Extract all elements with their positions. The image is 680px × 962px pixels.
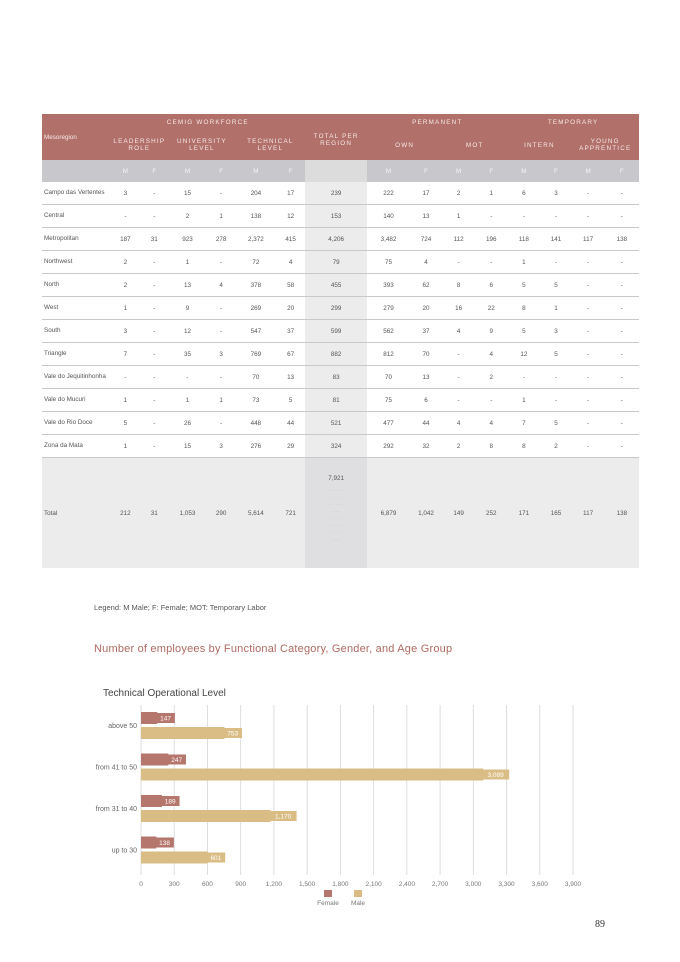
mesoregion-header: Mesoregion	[42, 114, 110, 160]
x-tick-label: 1,500	[299, 881, 316, 888]
workforce-cell: 5	[276, 389, 305, 412]
data-label: 1,170	[274, 813, 292, 821]
permanent-temporary-cell: 196	[475, 228, 507, 251]
permanent-temporary-cell: 44	[410, 412, 442, 435]
table-row	[42, 320, 639, 343]
permanent-temporary-cell: 8	[507, 297, 540, 320]
permanent-temporary-cell: -	[605, 274, 639, 297]
permanent-temporary-cell: 1	[475, 182, 507, 205]
male-bar	[141, 727, 224, 739]
workforce-cell: 276	[236, 435, 277, 458]
workforce-cell: 9	[168, 297, 207, 320]
permanent-temporary-cell: 1	[442, 205, 475, 228]
young-apprentice-header: YOUNG APPRENTICE	[571, 130, 639, 160]
permanent-temporary-cell: -	[605, 251, 639, 274]
region-total-cell	[305, 458, 367, 569]
workforce-cell: 15	[168, 182, 207, 205]
table-row	[42, 251, 639, 274]
region-name: South	[42, 320, 110, 343]
permanent-temporary-cell: -	[571, 274, 604, 297]
workforce-cell: 29	[276, 435, 305, 458]
region-name: Vale do Mucuri	[42, 389, 110, 412]
permanent-temporary-cell: 5	[540, 343, 571, 366]
permanent-temporary-cell: 141	[540, 228, 571, 251]
workforce-cell: 35	[168, 343, 207, 366]
workforce-cell: 290	[207, 458, 236, 569]
permanent-temporary-cell: 75	[367, 251, 410, 274]
permanent-temporary-cell: 4	[442, 412, 475, 435]
x-tick-label: 3,300	[498, 881, 515, 888]
permanent-temporary-cell: 16	[442, 297, 475, 320]
permanent-temporary-cell: 171	[507, 458, 540, 569]
permanent-temporary-cell: -	[571, 389, 604, 412]
data-label: 3,089	[487, 772, 504, 780]
workforce-cell: 769	[236, 343, 277, 366]
workforce-cell: 26	[168, 412, 207, 435]
permanent-temporary-cell: 222	[367, 182, 410, 205]
page-number: 89	[595, 919, 605, 930]
workforce-cell: 3	[110, 320, 140, 343]
permanent-temporary-cell: -	[605, 343, 639, 366]
female-bar	[141, 754, 168, 766]
table-row	[42, 274, 639, 297]
region-name: West	[42, 297, 110, 320]
region-name: Northwest	[42, 251, 110, 274]
permanent-temporary-cell: 3,482	[367, 228, 410, 251]
workforce-cell: 73	[236, 389, 277, 412]
gender-subheader: M	[110, 160, 140, 182]
workforce-cell: -	[207, 297, 236, 320]
workforce-cell: -	[207, 320, 236, 343]
permanent-temporary-cell: -	[442, 343, 475, 366]
permanent-temporary-cell: -	[475, 389, 507, 412]
workforce-cell: -	[140, 343, 168, 366]
permanent-temporary-cell: 70	[410, 343, 442, 366]
region-total-cell: 81	[305, 389, 367, 412]
permanent-temporary-cell: 70	[367, 366, 410, 389]
region-name: Metropolitan	[42, 228, 110, 251]
permanent-temporary-cell: 3	[540, 320, 571, 343]
permanent-temporary-cell: -	[571, 205, 604, 228]
permanent-temporary-cell: 138	[605, 458, 639, 569]
permanent-temporary-cell: 117	[571, 228, 604, 251]
grand-total-value: 7,921	[328, 475, 345, 482]
permanent-temporary-cell: 37	[410, 320, 442, 343]
permanent-temporary-cell: -	[475, 251, 507, 274]
workforce-cell: -	[140, 412, 168, 435]
data-label: 753	[227, 730, 239, 738]
workforce-cell: 13	[168, 274, 207, 297]
permanent-temporary-cell: 2	[442, 435, 475, 458]
x-tick-label: 2,400	[398, 881, 415, 888]
workforce-cell: 12	[276, 205, 305, 228]
permanent-temporary-cell: -	[442, 251, 475, 274]
female-bar	[141, 837, 156, 849]
permanent-temporary-cell: 4	[475, 343, 507, 366]
workforce-cell: -	[168, 366, 207, 389]
workforce-cell: 547	[236, 320, 277, 343]
permanent-temporary-cell: -	[605, 366, 639, 389]
intern-header: INTERN	[507, 130, 571, 160]
female-bar	[141, 795, 162, 807]
region-total-cell: 79	[305, 251, 367, 274]
permanent-temporary-cell: 2	[475, 366, 507, 389]
permanent-temporary-cell: -	[571, 251, 604, 274]
own-header: OWN	[367, 130, 442, 160]
table-row	[42, 228, 639, 251]
workforce-cell: 15	[168, 435, 207, 458]
workforce-cell: 31	[140, 228, 168, 251]
workforce-cell: -	[140, 251, 168, 274]
table-row	[42, 366, 639, 389]
workforce-cell: 1,053	[168, 458, 207, 569]
male-bar	[141, 852, 208, 864]
permanent-temporary-cell: 3	[540, 182, 571, 205]
leadership-role-header: LEADERSHIP ROLE	[110, 130, 168, 160]
permanent-temporary-cell: 1	[507, 251, 540, 274]
region-total-cell: 882	[305, 343, 367, 366]
permanent-temporary-cell: 6	[475, 274, 507, 297]
permanent-temporary-cell: 812	[367, 343, 410, 366]
x-tick-label: 2,700	[431, 881, 449, 888]
chart-title: Technical Operational Level	[103, 688, 226, 699]
workforce-cell: 269	[236, 297, 277, 320]
category-label: from 31 to 40	[95, 806, 137, 813]
permanent-temporary-cell: 20	[410, 297, 442, 320]
x-tick-label: 1,800	[332, 881, 349, 888]
workforce-cell: 17	[276, 182, 305, 205]
gender-subheader: M	[571, 160, 604, 182]
permanent-temporary-cell: 6	[507, 182, 540, 205]
permanent-temporary-cell: 393	[367, 274, 410, 297]
permanent-temporary-cell: -	[571, 297, 604, 320]
x-tick-label: 1,200	[265, 881, 283, 888]
region-name: Triangle	[42, 343, 110, 366]
x-tick-label: 3,900	[564, 881, 582, 888]
permanent-temporary-cell: 7	[507, 412, 540, 435]
permanent-temporary-cell: 6,879	[367, 458, 410, 569]
region-name: Zona da Mata	[42, 435, 110, 458]
workforce-cell: 4	[276, 251, 305, 274]
permanent-temporary-cell: 13	[410, 205, 442, 228]
workforce-cell: -	[140, 389, 168, 412]
workforce-cell: 44	[276, 412, 305, 435]
permanent-temporary-cell: 6	[410, 389, 442, 412]
permanent-temporary-cell: -	[605, 182, 639, 205]
workforce-cell: 20	[276, 297, 305, 320]
legend-swatch-female	[324, 890, 332, 897]
workforce-cell: 7	[110, 343, 140, 366]
permanent-temporary-cell: 8	[507, 435, 540, 458]
mot-header: MOT	[442, 130, 507, 160]
permanent-temporary-cell: 4	[475, 412, 507, 435]
permanent-temporary-cell: 112	[442, 228, 475, 251]
permanent-temporary-cell: 4	[410, 251, 442, 274]
data-label: 189	[164, 798, 176, 806]
permanent-temporary-cell: 149	[442, 458, 475, 569]
permanent-temporary-cell: 8	[475, 435, 507, 458]
workforce-cell: 1	[110, 389, 140, 412]
permanent-temporary-cell: 2	[540, 435, 571, 458]
workforce-cell: 187	[110, 228, 140, 251]
permanent-temporary-cell: 252	[475, 458, 507, 569]
subheader-blank	[42, 160, 110, 182]
workforce-cell: 3	[110, 182, 140, 205]
permanent-temporary-cell: 5	[507, 274, 540, 297]
region-name: Total	[42, 458, 110, 569]
workforce-cell: 13	[276, 366, 305, 389]
permanent-temporary-cell: -	[605, 297, 639, 320]
region-total-cell: 455	[305, 274, 367, 297]
workforce-cell: 1	[168, 251, 207, 274]
workforce-cell: 378	[236, 274, 277, 297]
workforce-cell: 2,372	[236, 228, 277, 251]
data-label: 601	[210, 855, 222, 863]
permanent-temporary-cell: 22	[475, 297, 507, 320]
workforce-cell: -	[110, 205, 140, 228]
workforce-cell: -	[140, 320, 168, 343]
table-row	[42, 205, 639, 228]
region-total-cell: 239	[305, 182, 367, 205]
table-row	[42, 343, 639, 366]
workforce-cell: 4	[207, 274, 236, 297]
workforce-cell: -	[140, 182, 168, 205]
permanent-temporary-cell: 75	[367, 389, 410, 412]
workforce-cell: 58	[276, 274, 305, 297]
permanent-temporary-cell: -	[507, 366, 540, 389]
permanent-temporary-cell: -	[571, 435, 604, 458]
workforce-cell: -	[140, 297, 168, 320]
category-label: from 41 to 50	[95, 764, 137, 772]
workforce-cell: -	[207, 412, 236, 435]
workforce-cell: -	[207, 182, 236, 205]
gender-subheader: F	[605, 160, 639, 182]
workforce-cell: -	[207, 366, 236, 389]
permanent-temporary-cell: 477	[367, 412, 410, 435]
permanent-temporary-cell: 4	[442, 320, 475, 343]
region-name: North	[42, 274, 110, 297]
gender-subheader: F	[276, 160, 305, 182]
x-tick-label: 600	[202, 881, 213, 888]
permanent-temporary-cell: 165	[540, 458, 571, 569]
region-total-cell: 299	[305, 297, 367, 320]
permanent-temporary-cell: 5	[540, 412, 571, 435]
permanent-temporary-cell: -	[605, 389, 639, 412]
permanent-temporary-cell: 140	[367, 205, 410, 228]
workforce-cell: 1	[207, 389, 236, 412]
workforce-cell: 448	[236, 412, 277, 435]
region-total-cell: 4,206	[305, 228, 367, 251]
table-row	[42, 389, 639, 412]
permanent-temporary-cell: -	[475, 205, 507, 228]
workforce-cell: 12	[168, 320, 207, 343]
permanent-temporary-cell: 5	[540, 274, 571, 297]
permanent-temporary-cell: 1,042	[410, 458, 442, 569]
permanent-temporary-cell: 9	[475, 320, 507, 343]
region-name: Central	[42, 205, 110, 228]
permanent-temporary-cell: 562	[367, 320, 410, 343]
permanent-temporary-cell: 5	[507, 320, 540, 343]
permanent-temporary-cell: -	[605, 435, 639, 458]
workforce-cell: 72	[236, 251, 277, 274]
workforce-cell: -	[140, 366, 168, 389]
permanent-temporary-cell: 8	[442, 274, 475, 297]
workforce-cell: 278	[207, 228, 236, 251]
permanent-temporary-cell: 279	[367, 297, 410, 320]
category-label: above 50	[108, 723, 137, 730]
permanent-temporary-cell: -	[442, 389, 475, 412]
legend-label: Female	[317, 900, 339, 907]
subheader-total-blank	[305, 160, 367, 182]
age-group-bar-chart	[0, 700, 680, 920]
male-bar	[141, 769, 483, 781]
workforce-cell: 923	[168, 228, 207, 251]
university-level-header: UNIVERSITY LEVEL	[168, 130, 235, 160]
region-total-cell: 324	[305, 435, 367, 458]
permanent-temporary-cell: -	[571, 366, 604, 389]
workforce-cell: 2	[110, 274, 140, 297]
workforce-cell: 3	[207, 343, 236, 366]
data-label: 247	[171, 757, 183, 765]
permanent-temporary-cell: -	[605, 412, 639, 435]
x-tick-label: 300	[168, 881, 180, 888]
workforce-cell: 204	[236, 182, 277, 205]
permanent-temporary-cell: 1	[507, 389, 540, 412]
legend-label: Male	[350, 900, 366, 907]
permanent-temporary-cell: 138	[605, 228, 639, 251]
gender-subheader: F	[475, 160, 507, 182]
section-title: Number of employees by Functional Category, Gender, and Age Group	[94, 643, 453, 655]
workforce-cell: 138	[236, 205, 277, 228]
region-total-cell: 153	[305, 205, 367, 228]
workforce-cell: 2	[168, 205, 207, 228]
table-row	[42, 297, 639, 320]
female-bar	[141, 712, 157, 724]
region-total-cell: 521	[305, 412, 367, 435]
permanent-temporary-cell: -	[571, 343, 604, 366]
legend-swatch-male	[354, 890, 362, 897]
workforce-cell: -	[140, 274, 168, 297]
table-row	[42, 435, 639, 458]
permanent-temporary-cell: -	[571, 412, 604, 435]
region-name: Vale do Rio Doce	[42, 412, 110, 435]
data-label: 147	[160, 715, 172, 723]
male-bar	[141, 810, 271, 822]
region-name: Campo das Vertentes	[42, 182, 110, 205]
workforce-cell: 1	[110, 297, 140, 320]
workforce-cell: 5,614	[236, 458, 277, 569]
permanent-temporary-cell: -	[540, 389, 571, 412]
workforce-cell: 415	[276, 228, 305, 251]
gender-subheader: M	[442, 160, 475, 182]
permanent-temporary-cell: 118	[507, 228, 540, 251]
permanent-temporary-cell: -	[540, 366, 571, 389]
workforce-cell: 37	[276, 320, 305, 343]
region-total-cell: 599	[305, 320, 367, 343]
table-row	[42, 412, 639, 435]
permanent-temporary-cell: -	[571, 182, 604, 205]
permanent-temporary-cell: 2	[442, 182, 475, 205]
permanent-temporary-cell: 117	[571, 458, 604, 569]
gender-subheader: M	[168, 160, 207, 182]
x-tick-label: 900	[235, 881, 247, 888]
gender-subheader: M	[367, 160, 410, 182]
permanent-temporary-cell: -	[442, 366, 475, 389]
gender-subheader: M	[507, 160, 540, 182]
gender-subheader: F	[410, 160, 442, 182]
permanent-temporary-cell: 292	[367, 435, 410, 458]
table-row	[42, 182, 639, 205]
table-legend: Legend: M Male; F: Female; MOT: Temporary Labor	[94, 603, 267, 612]
workforce-table	[42, 114, 639, 568]
workforce-cell: 1	[110, 435, 140, 458]
workforce-cell: 67	[276, 343, 305, 366]
workforce-cell: -	[140, 435, 168, 458]
permanent-temporary-cell: 724	[410, 228, 442, 251]
category-label: up to 30	[111, 847, 137, 855]
x-tick-label: 3,000	[465, 881, 482, 888]
permanent-temporary-cell: -	[605, 320, 639, 343]
permanent-temporary-cell: -	[540, 205, 571, 228]
gender-subheader: F	[540, 160, 571, 182]
workforce-cell: 3	[207, 435, 236, 458]
workforce-cell: 1	[168, 389, 207, 412]
workforce-cell: 212	[110, 458, 140, 569]
workforce-cell: -	[110, 366, 140, 389]
workforce-cell: 5	[110, 412, 140, 435]
workforce-cell: -	[207, 251, 236, 274]
gender-subheader: F	[207, 160, 236, 182]
permanent-header: PERMANENT	[367, 114, 507, 130]
temporary-header: TEMPORARY	[507, 114, 639, 130]
permanent-temporary-cell: 1	[540, 297, 571, 320]
technical-level-header: TECHNICAL LEVEL	[236, 130, 306, 160]
workforce-cell: 31	[140, 458, 168, 569]
workforce-cell: 721	[276, 458, 305, 569]
permanent-temporary-cell: 62	[410, 274, 442, 297]
region-name: Vale do Jequitinhonha	[42, 366, 110, 389]
x-tick-label: 0	[139, 881, 143, 888]
x-tick-label: 3,600	[531, 881, 548, 888]
gender-subheader: F	[140, 160, 168, 182]
total-per-region-header: TOTAL PER REGION	[305, 114, 367, 160]
workforce-cell: 1	[207, 205, 236, 228]
gender-subheader: M	[236, 160, 277, 182]
x-tick-label: 2,100	[365, 881, 382, 888]
cemig-workforce-header: CEMIG WORKFORCE	[110, 114, 305, 130]
permanent-temporary-cell: 13	[410, 366, 442, 389]
workforce-cell: 70	[236, 366, 277, 389]
permanent-temporary-cell: 12	[507, 343, 540, 366]
permanent-temporary-cell: -	[571, 320, 604, 343]
permanent-temporary-cell: -	[540, 251, 571, 274]
workforce-cell: -	[140, 205, 168, 228]
permanent-temporary-cell: 17	[410, 182, 442, 205]
total-row	[42, 458, 639, 569]
permanent-temporary-cell: -	[507, 205, 540, 228]
permanent-temporary-cell: 32	[410, 435, 442, 458]
region-total-cell: 83	[305, 366, 367, 389]
faint-footnote-text: ––– ––– –––– –– ––– ––– –––– –– –– –––– ––– –	[327, 488, 346, 550]
permanent-temporary-cell: -	[605, 205, 639, 228]
workforce-cell: 2	[110, 251, 140, 274]
data-label: 138	[159, 840, 171, 848]
